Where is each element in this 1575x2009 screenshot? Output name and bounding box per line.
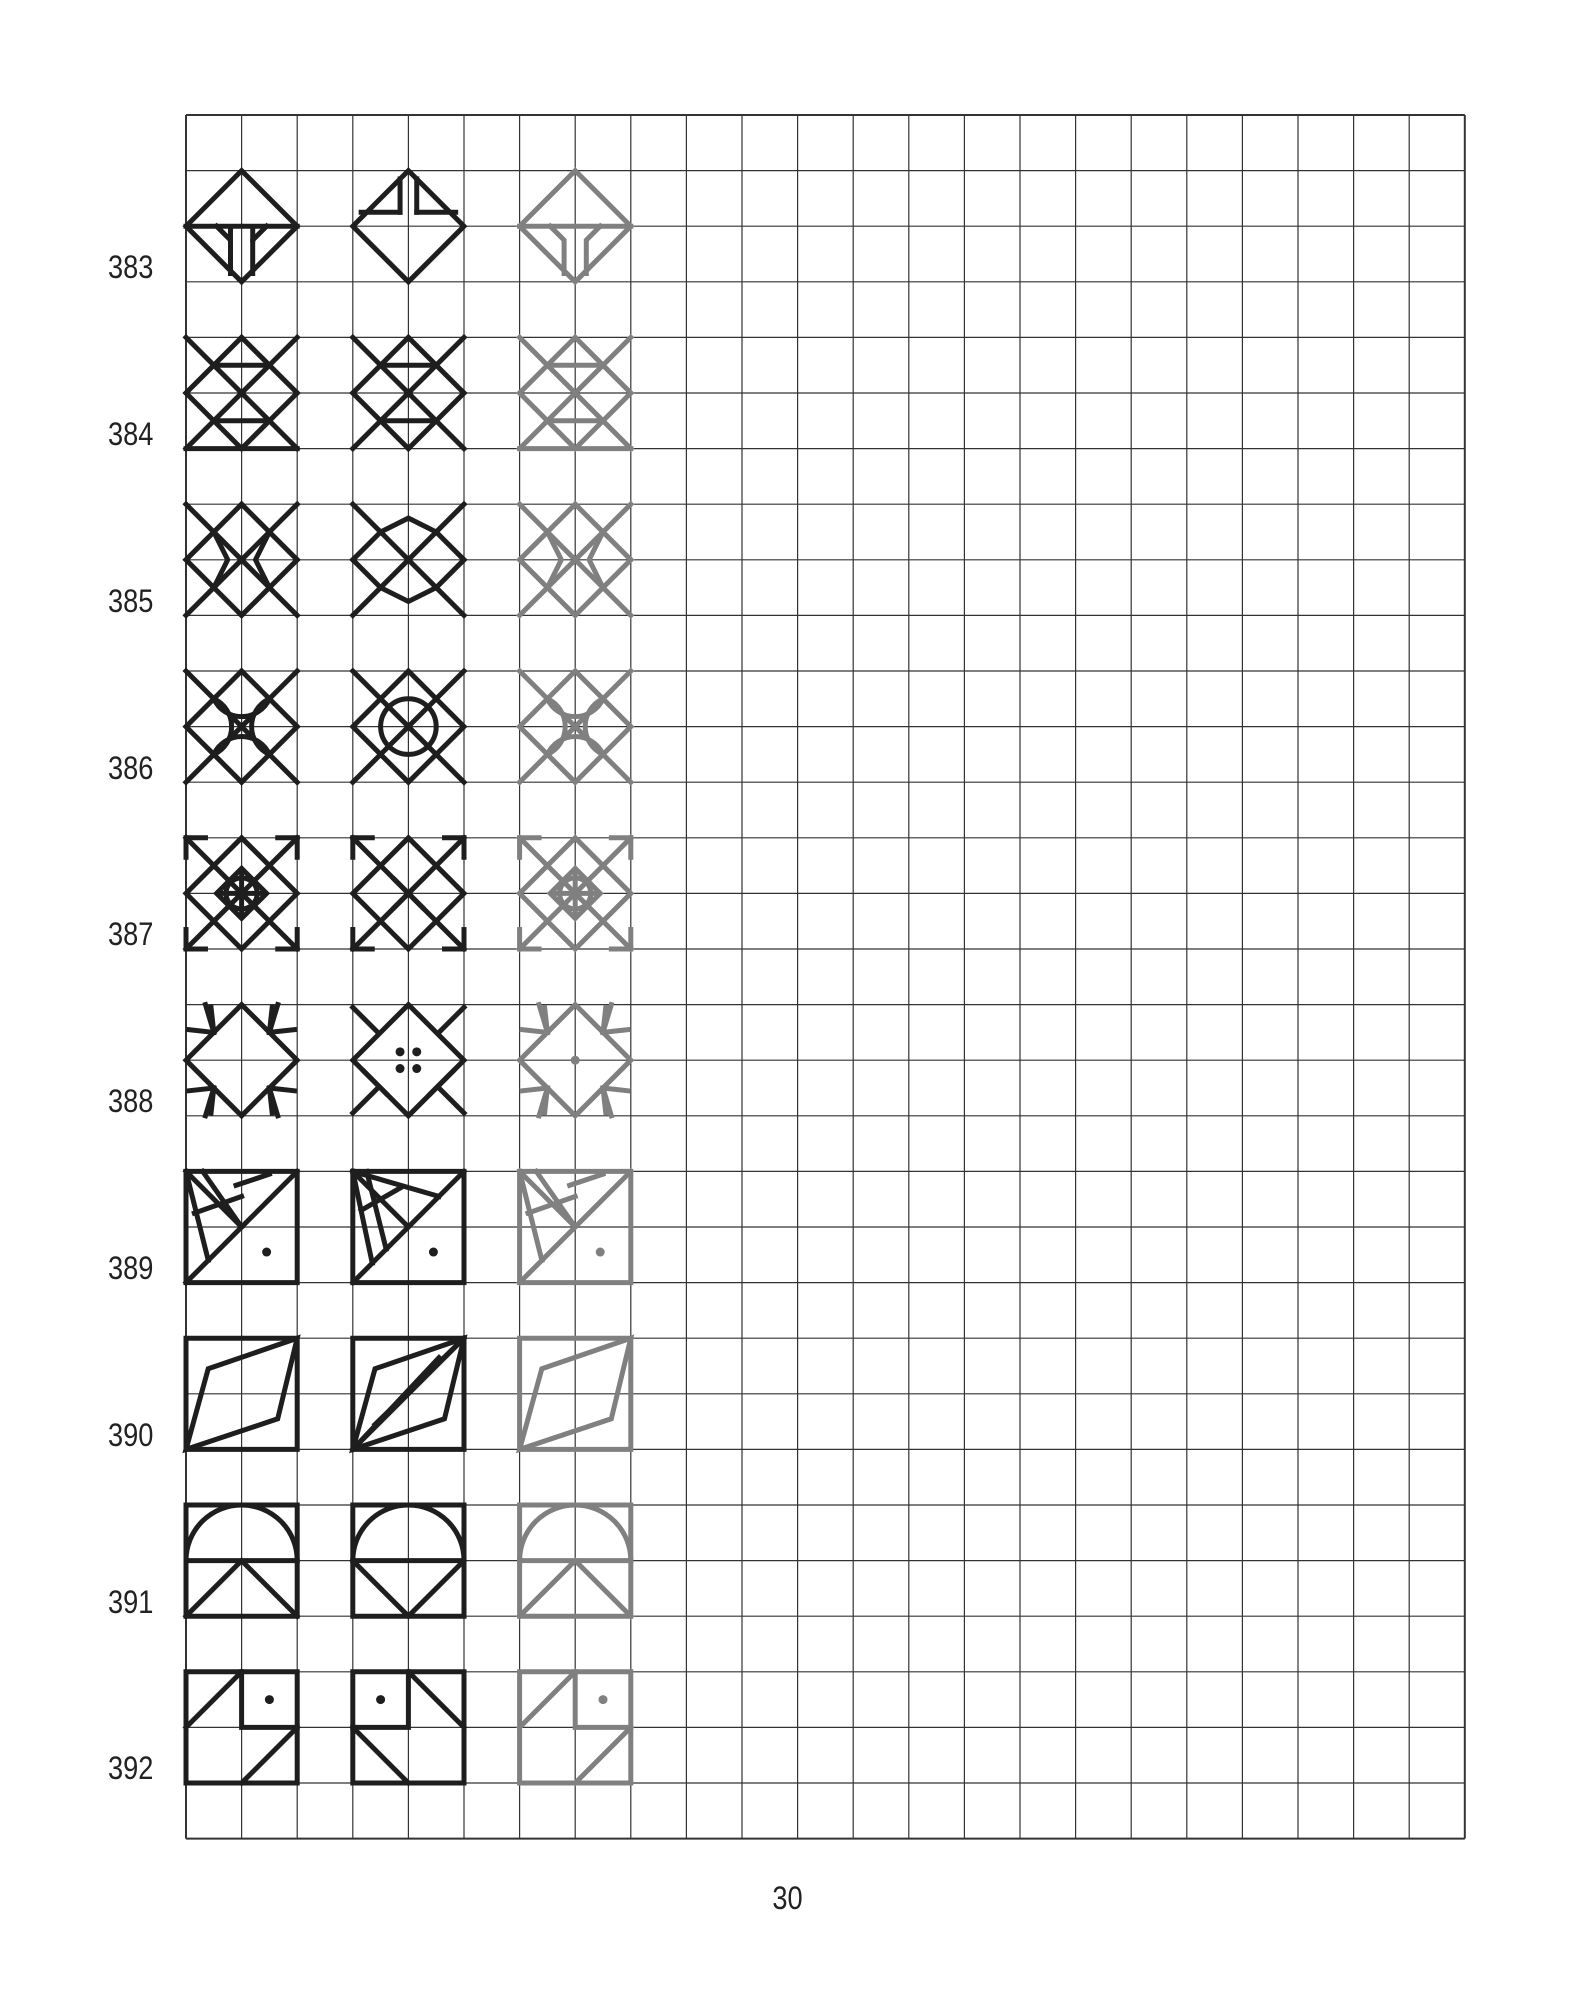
row-label: 389 [108,1250,154,1287]
row-label: 386 [108,749,154,786]
row-label: 391 [108,1583,154,1620]
row-label: 392 [108,1750,154,1787]
practice-grid [186,115,1465,1839]
row-label: 390 [108,1416,154,1453]
row-label: 388 [108,1083,154,1120]
page-number: 30 [772,1880,803,1916]
row-label: 385 [108,582,154,619]
row-label: 383 [108,249,154,286]
row-label: 384 [108,416,154,453]
row-label: 387 [108,916,154,953]
